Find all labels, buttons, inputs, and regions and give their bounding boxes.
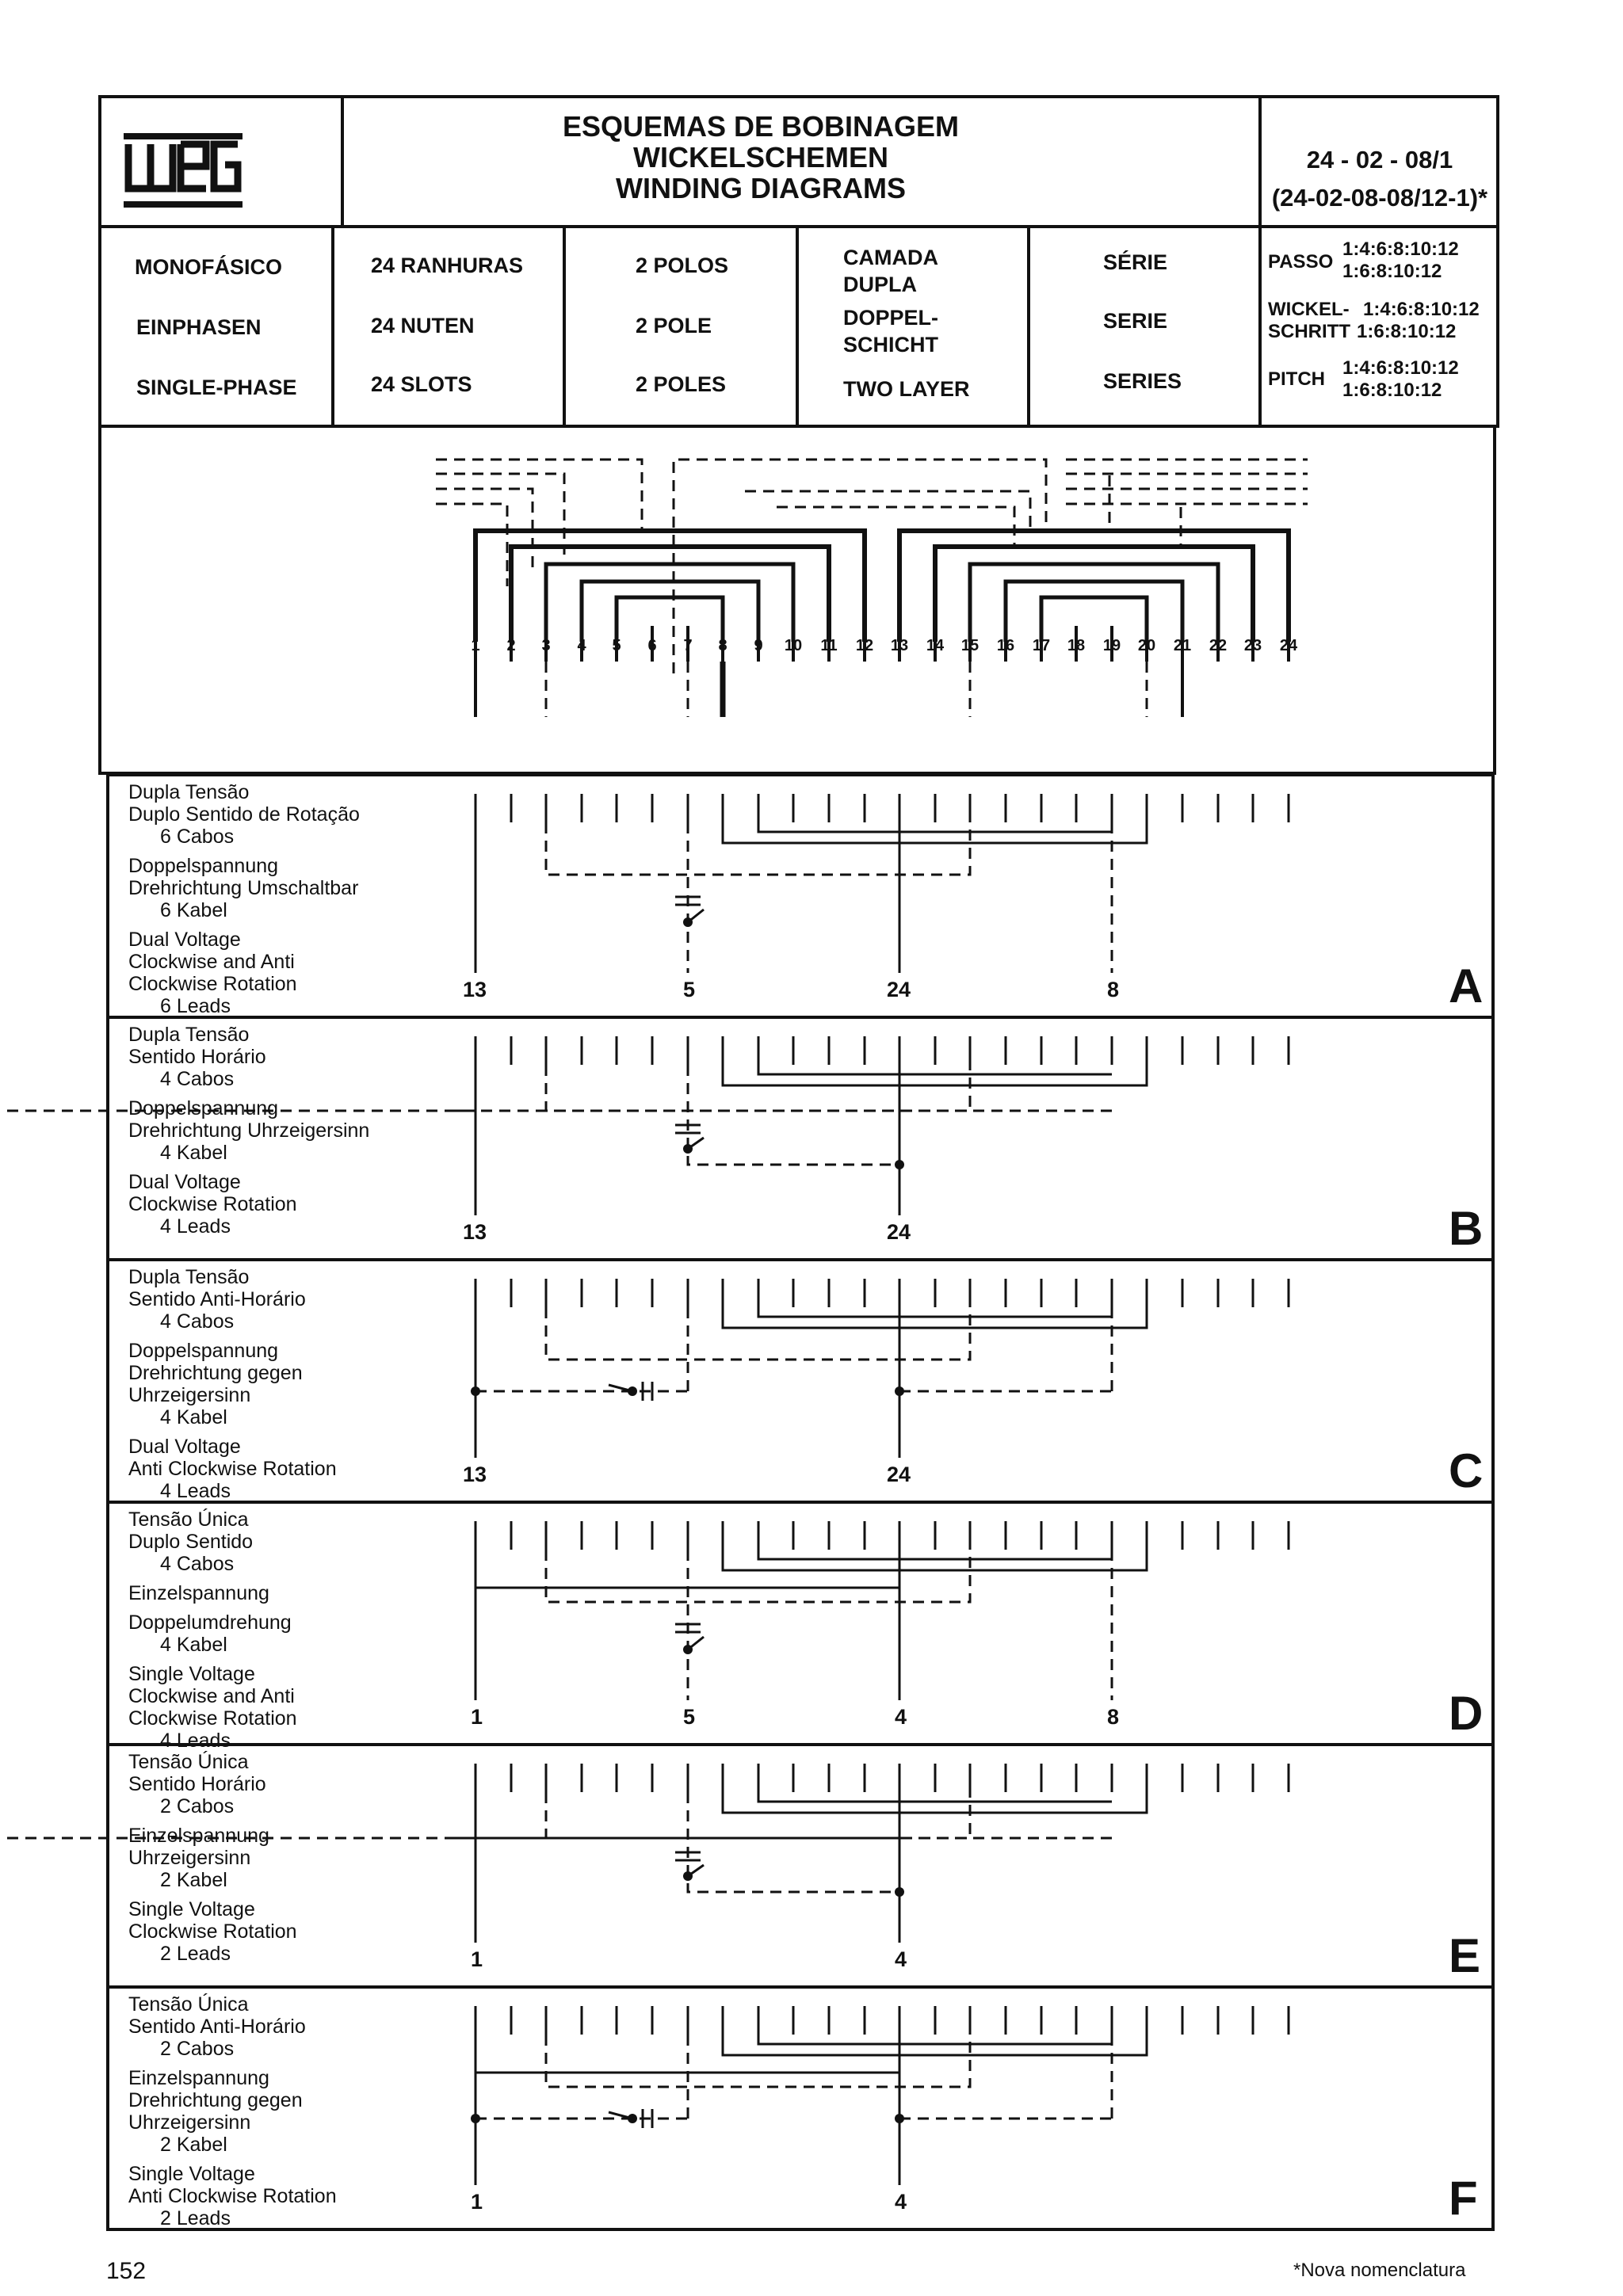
panel-C-description bbox=[128, 1266, 337, 1502]
panel-A-line-4: Doppelspannung bbox=[128, 855, 279, 877]
panel-A-line-7: Dual Voltage bbox=[128, 929, 241, 951]
layer-de-2: SCHICHT bbox=[843, 333, 938, 357]
slot-number-18: 18 bbox=[1067, 637, 1086, 654]
panel-B-line-9: 4 Leads bbox=[160, 1215, 231, 1238]
panel-C-terminal-24: 24 bbox=[887, 1463, 911, 1486]
slot-number-8: 8 bbox=[718, 637, 727, 654]
panel-A-terminal-13: 13 bbox=[463, 978, 487, 1001]
panel-B-line-7: Dual Voltage bbox=[128, 1171, 241, 1193]
panel-A-terminal-8: 8 bbox=[1107, 978, 1120, 1001]
pitch-de-2: 1:6:8:10:12 bbox=[1357, 321, 1457, 342]
panel-E-description bbox=[128, 1751, 297, 1965]
panel-F-line-1: Tensão Única bbox=[128, 1993, 249, 2016]
panel-D-terminal-8: 8 bbox=[1107, 1705, 1120, 1729]
top-lead-2 bbox=[436, 474, 564, 555]
slot-number-5: 5 bbox=[612, 637, 621, 654]
slot-number-19: 19 bbox=[1102, 637, 1121, 654]
pitch-label-de-2: SCHRITT bbox=[1268, 321, 1350, 342]
slot-number-20: 20 bbox=[1137, 637, 1156, 654]
panel-A-line-6: 6 Kabel bbox=[160, 899, 227, 921]
panel-D-line-6: 4 Kabel bbox=[160, 1634, 227, 1656]
panel-C-line-5: Drehrichtung gegen bbox=[128, 1362, 303, 1384]
panel-D-line-5: Doppelumdrehung bbox=[128, 1611, 292, 1634]
slots-pt: 24 RANHURAS bbox=[371, 254, 524, 277]
panel-F-line-10: 2 Leads bbox=[160, 2207, 231, 2229]
panel-A-line-10: 6 Leads bbox=[160, 995, 231, 1017]
panel-F-line-9: Anti Clockwise Rotation bbox=[128, 2185, 337, 2207]
panel-E-terminal-1: 1 bbox=[471, 1947, 483, 1971]
poles-de: 2 POLE bbox=[636, 314, 712, 338]
panel-E-line-9: 2 Leads bbox=[160, 1943, 231, 1965]
connection-en: SERIES bbox=[1103, 369, 1182, 393]
pitch-de-1: 1:4:6:8:10:12 bbox=[1363, 299, 1480, 320]
pitch-label-pt: PASSO bbox=[1268, 251, 1334, 273]
coil-group-1-coil-2 bbox=[511, 547, 829, 642]
panel-B-line-8: Clockwise Rotation bbox=[128, 1193, 297, 1215]
panel-letter-E: E bbox=[1449, 1929, 1481, 1982]
slot-number-1: 1 bbox=[471, 637, 480, 654]
panel-C-terminal-13: 13 bbox=[463, 1463, 487, 1486]
panel-B-terminal-24: 24 bbox=[887, 1220, 911, 1244]
pitch-en-1: 1:4:6:8:10:12 bbox=[1342, 357, 1459, 379]
pitch-pt-1: 1:4:6:8:10:12 bbox=[1342, 238, 1459, 260]
layer-pt-2: DUPLA bbox=[843, 273, 917, 296]
coil-group-2-coil-5 bbox=[1041, 597, 1147, 642]
slot-number-3: 3 bbox=[541, 637, 551, 654]
pitch-label-de-1: WICKEL- bbox=[1268, 299, 1350, 320]
slot-number-16: 16 bbox=[996, 637, 1015, 654]
title-en: WINDING DIAGRAMS bbox=[616, 172, 906, 204]
panel-D-line-10: 4 Leads bbox=[160, 1730, 231, 1752]
coil-group-2-coil-2 bbox=[935, 547, 1253, 642]
panel-A-line-5: Drehrichtung Umschaltbar bbox=[128, 877, 359, 899]
layer-de-1: DOPPEL- bbox=[843, 306, 939, 330]
panel-C-line-6: Uhrzeigersinn bbox=[128, 1384, 251, 1406]
panel-F-line-7: 2 Kabel bbox=[160, 2134, 227, 2156]
panel-B-description bbox=[128, 1024, 369, 1238]
slot-number-4: 4 bbox=[577, 637, 586, 654]
panel-F-line-4: Einzelspannung bbox=[128, 2067, 269, 2089]
panel-E-terminal-4: 4 bbox=[895, 1947, 907, 1971]
phase-en: SINGLE-PHASE bbox=[136, 376, 297, 399]
coil-group-2-coil-4 bbox=[1006, 582, 1182, 642]
coil-group-1-coil-5 bbox=[617, 597, 723, 642]
phase-de: EINPHASEN bbox=[136, 315, 262, 339]
panel-E-line-6: 2 Kabel bbox=[160, 1869, 227, 1891]
slot-number-24: 24 bbox=[1279, 637, 1298, 654]
connection-de: SERIE bbox=[1103, 309, 1168, 333]
panel-D-frame bbox=[106, 1501, 1495, 1746]
slot-number-23: 23 bbox=[1243, 637, 1262, 654]
panel-D-terminal-4: 4 bbox=[895, 1705, 907, 1729]
panel-F-line-8: Single Voltage bbox=[128, 2163, 255, 2185]
panel-C-line-9: Anti Clockwise Rotation bbox=[128, 1458, 337, 1480]
footer-note: *Nova nomenclatura bbox=[1293, 2260, 1466, 2281]
pitch-label-en: PITCH bbox=[1268, 368, 1325, 390]
panel-C-line-4: Doppelspannung bbox=[128, 1340, 279, 1362]
panel-A-line-1: Dupla Tensão bbox=[128, 781, 250, 803]
slot-number-17: 17 bbox=[1032, 637, 1051, 654]
panel-E-line-4: Einzelspannung bbox=[128, 1825, 269, 1847]
pitch-pt-2: 1:6:8:10:12 bbox=[1342, 261, 1442, 282]
panel-A-line-3: 6 Cabos bbox=[160, 826, 235, 848]
slots-en: 24 SLOTS bbox=[371, 372, 472, 396]
panel-C-line-10: 4 Leads bbox=[160, 1480, 231, 1502]
coil-group-1-coil-4 bbox=[582, 582, 758, 642]
panel-E-line-5: Uhrzeigersinn bbox=[128, 1847, 251, 1869]
slot-number-10: 10 bbox=[784, 637, 803, 654]
slot-number-9: 9 bbox=[754, 637, 763, 654]
slot-number-7: 7 bbox=[683, 637, 693, 654]
title-pt: ESQUEMAS DE BOBINAGEM bbox=[562, 110, 960, 143]
panel-D-terminal-5: 5 bbox=[683, 1705, 696, 1729]
phase-pt: MONOFÁSICO bbox=[135, 255, 282, 279]
slot-number-6: 6 bbox=[647, 637, 657, 654]
panel-E-line-8: Clockwise Rotation bbox=[128, 1920, 297, 1943]
slot-number-15: 15 bbox=[960, 637, 980, 654]
panel-A-line-9: Clockwise Rotation bbox=[128, 973, 297, 995]
panel-F-line-2: Sentido Anti-Horário bbox=[128, 2016, 306, 2038]
panel-D-terminal-1: 1 bbox=[471, 1705, 483, 1729]
slot-number-14: 14 bbox=[926, 637, 945, 654]
panel-E-frame bbox=[106, 1743, 1495, 1989]
top-lead-4 bbox=[436, 504, 507, 586]
layer-pt-1: CAMADA bbox=[843, 246, 938, 269]
panel-E-line-3: 2 Cabos bbox=[160, 1795, 235, 1817]
panel-letter-F: F bbox=[1449, 2172, 1478, 2225]
panel-E-line-7: Single Voltage bbox=[128, 1898, 255, 1920]
panel-B-line-5: Drehrichtung Uhrzeigersinn bbox=[128, 1119, 370, 1142]
panel-B-line-1: Dupla Tensão bbox=[128, 1024, 250, 1046]
panel-A-terminal-5: 5 bbox=[683, 978, 696, 1001]
panel-A-terminal-24: 24 bbox=[887, 978, 911, 1001]
poles-en: 2 POLES bbox=[636, 372, 727, 396]
panel-D-line-7: Single Voltage bbox=[128, 1663, 255, 1685]
panel-D-line-1: Tensão Única bbox=[128, 1508, 249, 1531]
panel-F-line-5: Drehrichtung gegen bbox=[128, 2089, 303, 2111]
panel-D-line-2: Duplo Sentido bbox=[128, 1531, 254, 1553]
slot-number-13: 13 bbox=[890, 637, 909, 654]
top-lead-10 bbox=[745, 491, 1030, 531]
panel-C-line-3: 4 Cabos bbox=[160, 1310, 235, 1333]
panel-letter-D: D bbox=[1449, 1687, 1484, 1740]
panel-F-line-6: Uhrzeigersinn bbox=[128, 2111, 251, 2134]
panel-D-line-8: Clockwise and Anti bbox=[128, 1685, 295, 1707]
slot-number-2: 2 bbox=[506, 637, 516, 654]
page-number: 152 bbox=[106, 2258, 147, 2284]
top-lead-11 bbox=[777, 507, 1014, 547]
top-lead-1 bbox=[436, 460, 642, 531]
panel-letter-B: B bbox=[1449, 1202, 1484, 1255]
panel-F-terminal-1: 1 bbox=[471, 2190, 483, 2214]
panel-D-line-9: Clockwise Rotation bbox=[128, 1707, 297, 1730]
slot-number-12: 12 bbox=[855, 637, 874, 654]
panel-F-line-3: 2 Cabos bbox=[160, 2038, 235, 2060]
slot-number-22: 22 bbox=[1209, 637, 1228, 654]
panel-B-line-2: Sentido Horário bbox=[128, 1046, 266, 1068]
panel-E-line-1: Tensão Única bbox=[128, 1751, 249, 1773]
panel-D-description bbox=[128, 1508, 297, 1752]
panel-B-line-4: Doppelspannung bbox=[128, 1097, 279, 1119]
panel-D-line-4: Einzelspannung bbox=[128, 1582, 269, 1604]
panel-C-line-8: Dual Voltage bbox=[128, 1436, 241, 1458]
panel-letter-C: C bbox=[1449, 1444, 1484, 1497]
panel-A-description bbox=[128, 781, 360, 1017]
panel-F-terminal-4: 4 bbox=[895, 2190, 907, 2214]
panel-B-terminal-13: 13 bbox=[463, 1220, 487, 1244]
layer-en: TWO LAYER bbox=[843, 377, 970, 401]
connection-pt: SÉRIE bbox=[1103, 250, 1168, 274]
doc-number: 24 - 02 - 08/1 bbox=[1306, 146, 1453, 174]
panel-A-line-8: Clockwise and Anti bbox=[128, 951, 295, 973]
panel-C-line-1: Dupla Tensão bbox=[128, 1266, 250, 1288]
panel-F-description bbox=[128, 1993, 337, 2229]
slots-de: 24 NUTEN bbox=[371, 314, 475, 338]
panel-letter-A: A bbox=[1449, 959, 1484, 1013]
panel-B-line-6: 4 Kabel bbox=[160, 1142, 227, 1164]
pitch-en-2: 1:6:8:10:12 bbox=[1342, 379, 1442, 401]
panel-C-line-2: Sentido Anti-Horário bbox=[128, 1288, 306, 1310]
doc-number-alt: (24-02-08-08/12-1)* bbox=[1271, 184, 1488, 212]
slot-number-21: 21 bbox=[1173, 637, 1192, 654]
panel-D-line-3: 4 Cabos bbox=[160, 1553, 235, 1575]
panel-B-line-3: 4 Cabos bbox=[160, 1068, 235, 1090]
panel-C-line-7: 4 Kabel bbox=[160, 1406, 227, 1428]
slot-number-11: 11 bbox=[820, 637, 838, 654]
title-de: WICKELSCHEMEN bbox=[633, 141, 888, 174]
panel-A-line-2: Duplo Sentido de Rotação bbox=[128, 803, 360, 826]
poles-pt: 2 POLOS bbox=[636, 254, 729, 277]
panel-E-line-2: Sentido Horário bbox=[128, 1773, 266, 1795]
